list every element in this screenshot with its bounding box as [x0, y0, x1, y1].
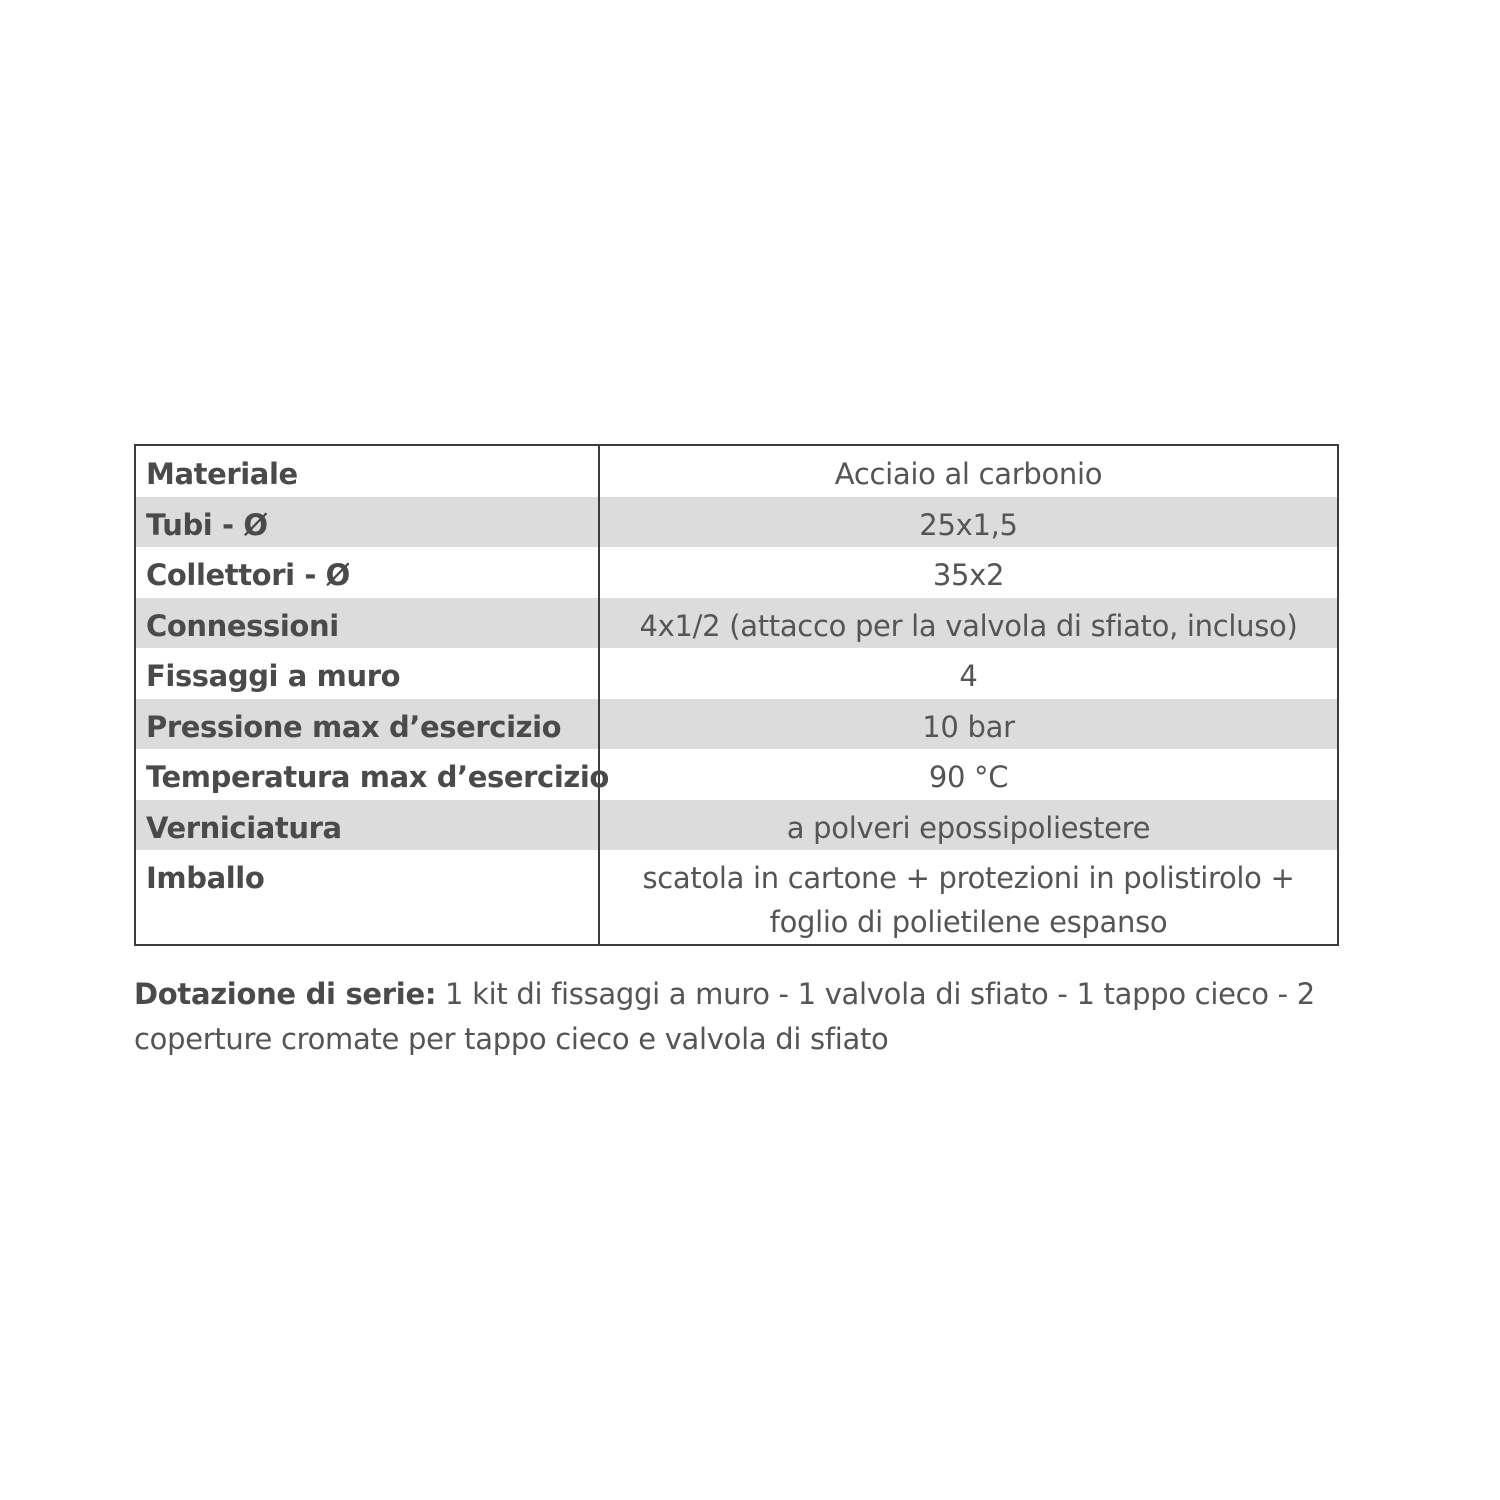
spec-value-materiale: Acciaio al carbonio — [834, 457, 1103, 491]
spec-value-imballo: scatola in cartone + protezioni in polistirolo + foglio di polietilene espanso — [642, 861, 1295, 939]
spec-label-materiale: Materiale — [136, 446, 600, 497]
spec-label-tubi: Tubi - Ø — [136, 497, 600, 548]
table-row — [136, 800, 1337, 851]
footnote-title: Dotazione di serie: — [134, 977, 437, 1011]
table-row — [136, 749, 1337, 800]
table-row — [136, 497, 1337, 548]
spec-table — [134, 444, 1339, 946]
spec-value-tubi: 25x1,5 — [600, 497, 1337, 548]
spec-label-imballo: Imballo — [136, 850, 600, 944]
spec-value-collettori: 35x2 — [932, 558, 1005, 592]
table-row — [136, 850, 1337, 944]
spec-value-temperatura: 90 °C — [928, 760, 1009, 794]
spec-value-fissaggi: 4 — [959, 659, 978, 693]
standard-equipment-note — [134, 972, 1344, 1062]
table-row — [136, 547, 1337, 598]
table-row — [136, 446, 1337, 497]
footnote-text: 1 kit di fissaggi a muro - 1 valvola di sfiato - 1 tappo cieco - 2 coperture cromate per tappo cieco e valvola di sfiato — [134, 977, 1315, 1056]
table-row — [136, 699, 1337, 750]
spec-label-verniciatura: Verniciatura — [136, 800, 600, 851]
spec-value-verniciatura: a polveri epossipoliestere — [600, 800, 1337, 851]
spec-value-connessioni: 4x1/2 (attacco per la valvola di sfiato, incluso) — [600, 598, 1337, 649]
spec-label-fissaggi: Fissaggi a muro — [136, 648, 600, 699]
table-row — [136, 648, 1337, 699]
table-row — [136, 598, 1337, 649]
spec-label-pressione: Pressione max d’esercizio — [136, 699, 600, 750]
spec-label-collettori: Collettori - Ø — [136, 547, 600, 598]
spec-value-pressione: 10 bar — [600, 699, 1337, 750]
spec-label-connessioni: Connessioni — [136, 598, 600, 649]
spec-label-temperatura: Temperatura max d’esercizio — [136, 749, 600, 800]
